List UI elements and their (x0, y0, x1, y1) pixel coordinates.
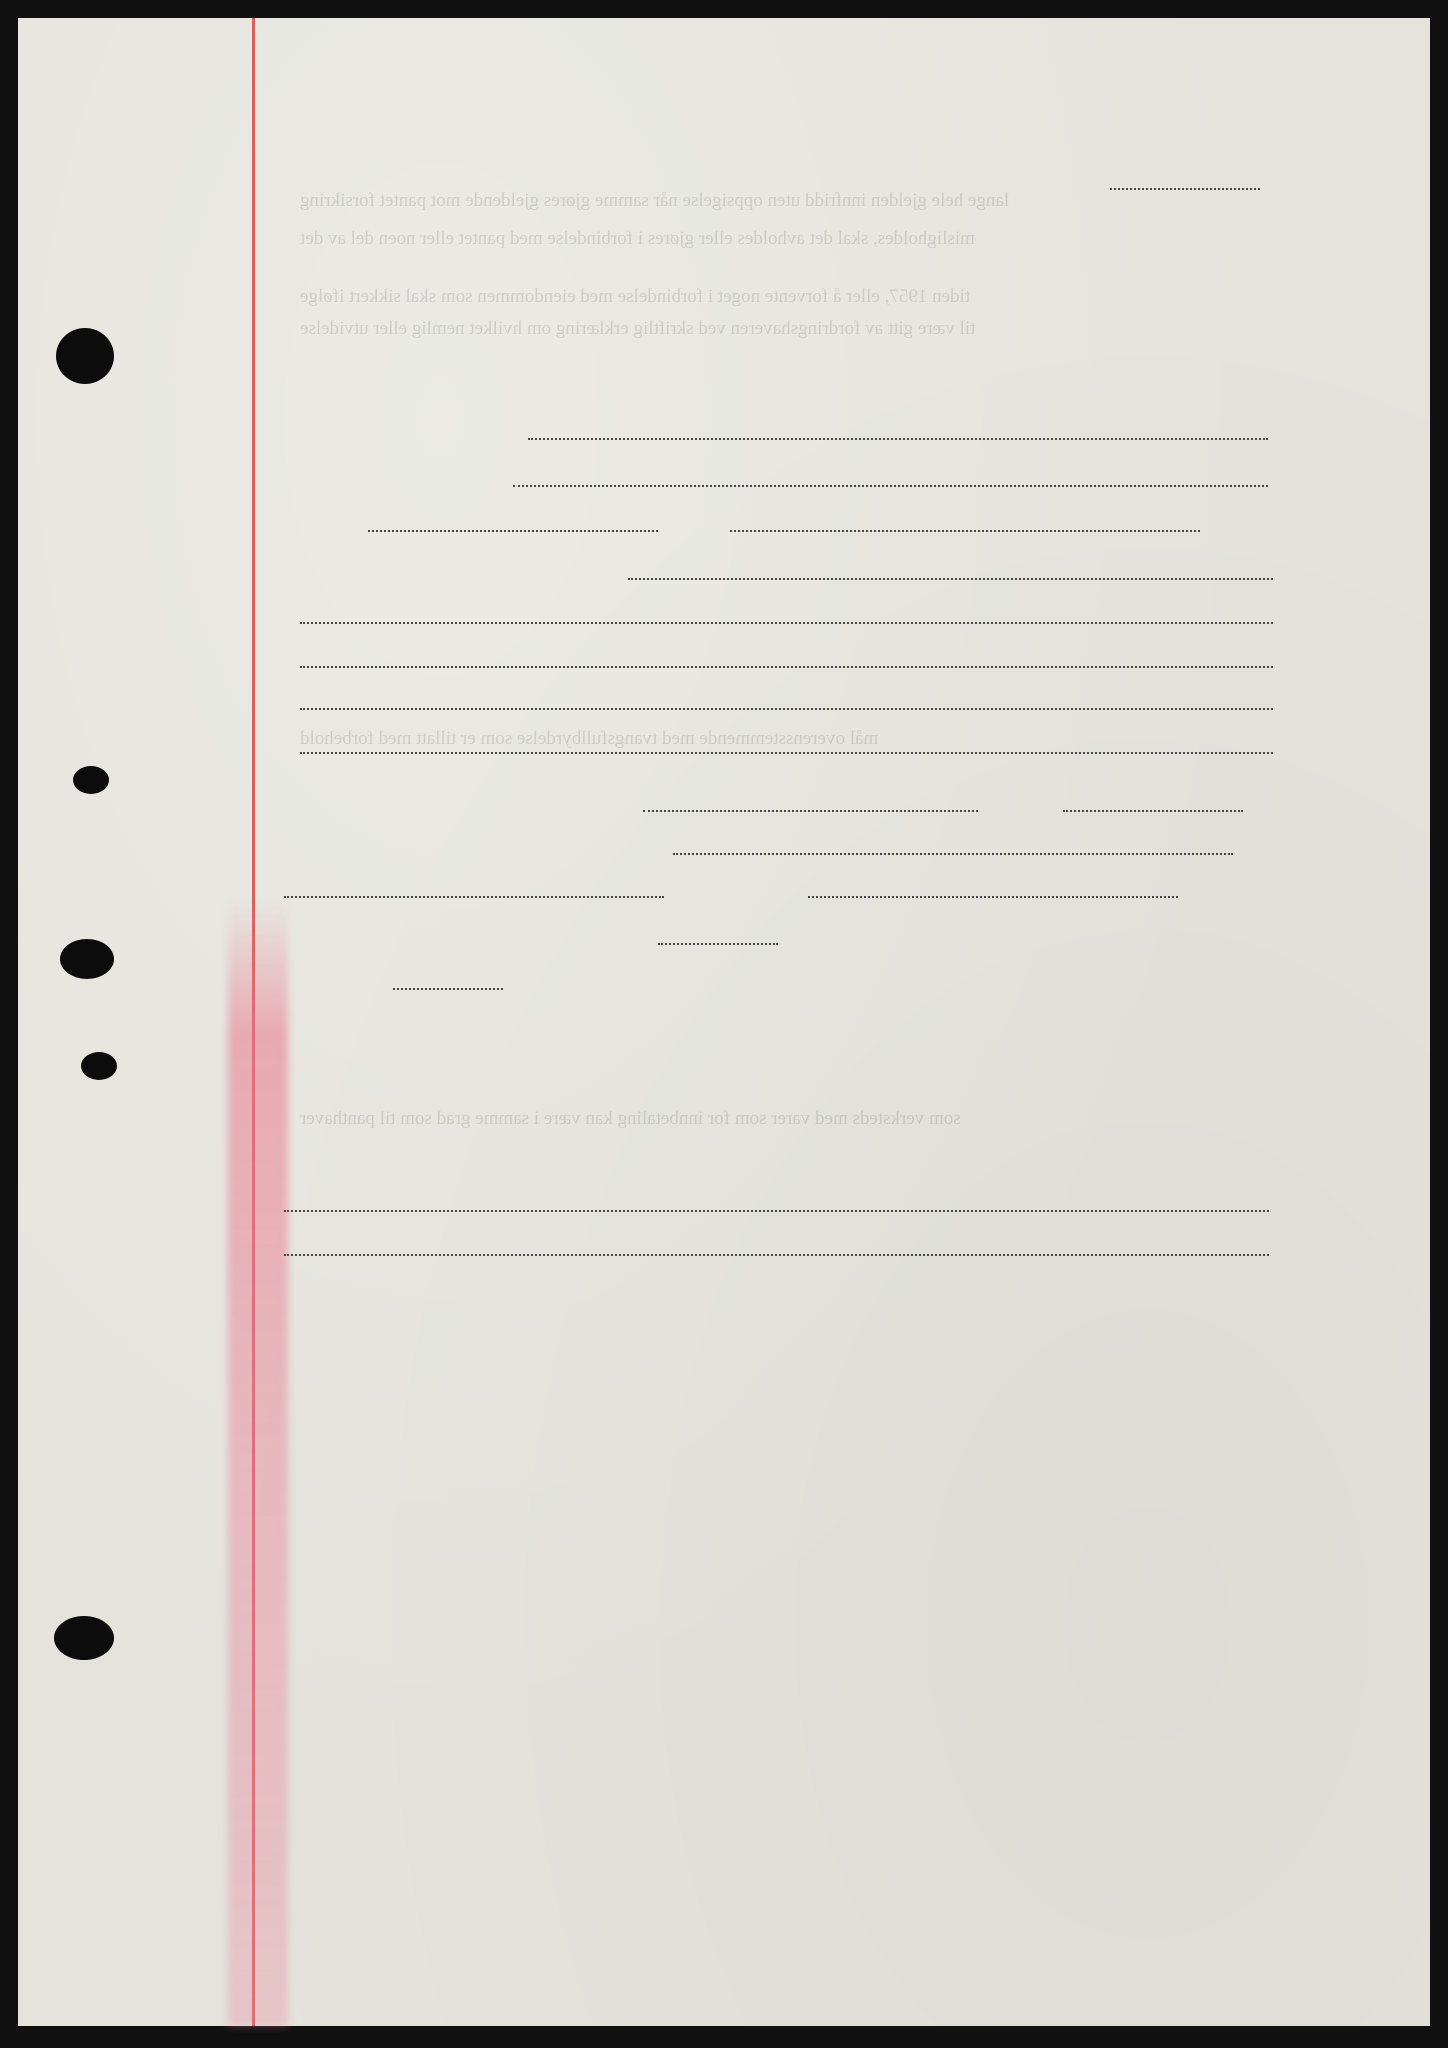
kr-amount-line (1110, 188, 1260, 190)
bleed-through-text: lange hele gjelden innfridd uten oppsigelse når samme gjøres gjeldende mot pantet forsikring (300, 190, 1010, 211)
fill-line (284, 1254, 1269, 1256)
bleed-through-text: som verksteds med varer som for innbetaling kan være i samme grad som til panthaver (300, 1108, 961, 1129)
bleed-through-text: mål overensstemmende med tvangsfullbyrdelse som er tillatt med forbehold (300, 728, 879, 749)
punch-hole (73, 766, 109, 794)
fill-line (513, 485, 1268, 487)
punch-hole (56, 328, 114, 384)
fill-line (528, 438, 1268, 440)
fill-line (300, 708, 1273, 710)
fill-line (658, 943, 778, 945)
fill-line (673, 853, 1233, 855)
bleed-through-text: misligholdes, skal det avholdes eller gjøres i forbindelse med pantet eller noen del av det (300, 228, 975, 249)
fill-line (300, 666, 1273, 668)
fill-line (643, 810, 978, 812)
bleed-through-text: til være gitt av fordringshaveren ved skriftlig erklæring om hvilket nemlig eller utvidelse (300, 318, 976, 339)
fill-line (628, 578, 1273, 580)
fill-line (730, 530, 1200, 532)
punch-hole (81, 1052, 117, 1080)
punch-hole (54, 1616, 114, 1660)
fill-line (284, 1210, 1269, 1212)
fill-line (393, 988, 503, 990)
document-page (18, 18, 1430, 2026)
fill-line (284, 896, 664, 898)
fill-line (300, 752, 1273, 754)
punch-hole (60, 939, 114, 979)
red-ink-stain (228, 898, 288, 2026)
fill-line (1063, 810, 1243, 812)
fill-line (300, 622, 1273, 624)
fill-line (808, 896, 1178, 898)
fill-line (368, 530, 658, 532)
bleed-through-text: tiden 1957, eller å forvente noget i forbindelse med eiendommen som skal sikkert ifølge (300, 286, 971, 307)
